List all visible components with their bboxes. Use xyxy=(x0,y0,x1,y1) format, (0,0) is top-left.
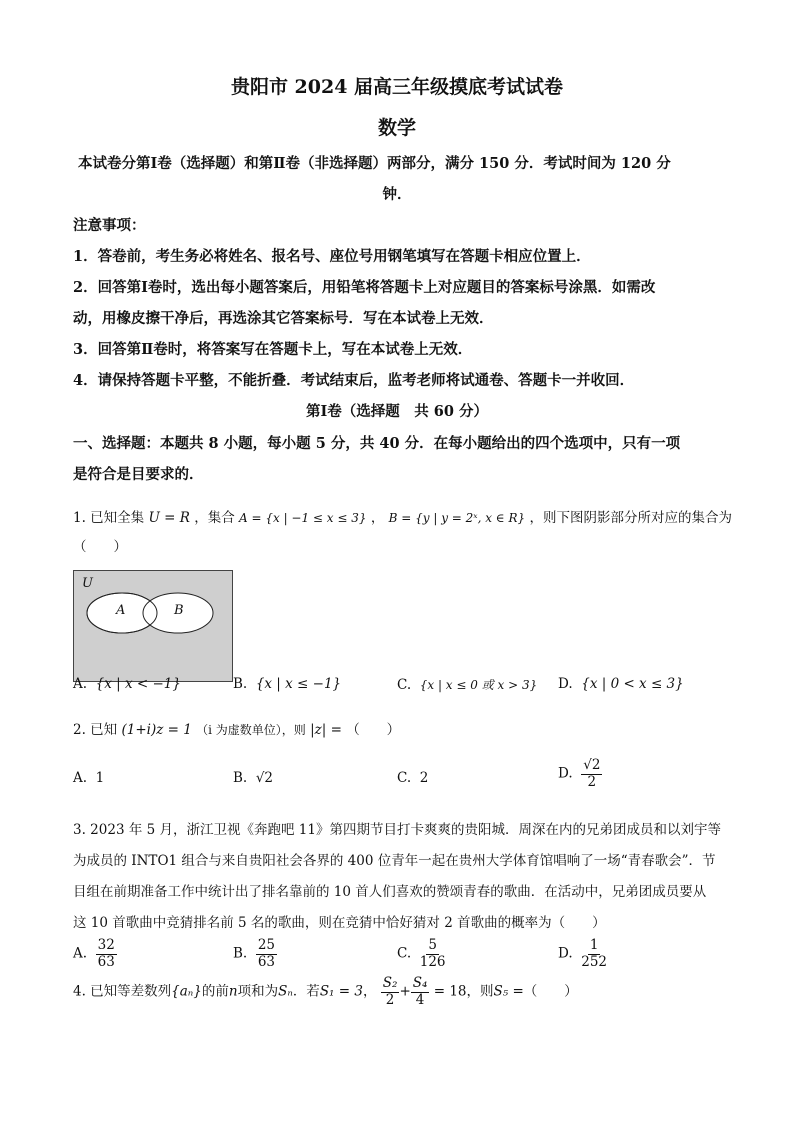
q4-equals-18: = 18 xyxy=(433,983,467,1000)
notice-item-2-line-2: 动，用橡皮擦干净后，再选涂其它答案标号．写在本试卷上无效． xyxy=(73,310,494,327)
option-letter: D. xyxy=(558,676,573,692)
option-letter: A. xyxy=(73,945,88,962)
option-text: {x | x ≤ 0 或 x > 3} xyxy=(419,678,538,692)
q1-number: 1. 已知全集 xyxy=(73,510,145,526)
q4-fraction-1 xyxy=(381,976,400,1008)
option-text: {x | x < −1} xyxy=(95,676,181,692)
q4-comma: ， xyxy=(362,983,377,1000)
section-instructions-line-1: 一、选择题：本题共 8 小题，每小题 5 分，共 40 分．在每小题给出的四个选项中，只有一项 xyxy=(73,435,681,452)
q1-option-d[interactable] xyxy=(558,676,684,692)
notice-heading: 注意事项： xyxy=(73,217,146,234)
question-3-line-3: 目组在前期准备工作中统计出了排名靠前的 10 首人们喜欢的赞颂青春的歌曲．在活动中，兄弟团成员要从 xyxy=(73,884,707,900)
option-letter: C. xyxy=(397,677,412,693)
fraction-numerator: √2 xyxy=(583,757,601,773)
q4-s1: S₁ = 3 xyxy=(319,983,363,1000)
fraction-denominator: 63 xyxy=(97,953,115,970)
q4-prefix: 4. 已知等差数列 xyxy=(73,983,172,1000)
q2-option-c[interactable] xyxy=(397,770,428,786)
option-fraction xyxy=(581,938,607,970)
q1-answer-blank: （ ） xyxy=(73,539,127,555)
q1-option-a[interactable] xyxy=(73,676,181,692)
option-text: 2 xyxy=(419,770,429,786)
q3-option-d[interactable] xyxy=(558,938,607,970)
q4-text: ，则 xyxy=(466,983,494,1000)
q4-sequence: {aₙ} xyxy=(171,983,202,1000)
venn-label-a: A xyxy=(116,603,126,618)
section-instructions-line-2: 是符合是目要求的． xyxy=(73,466,204,483)
option-letter: C. xyxy=(397,770,412,786)
question-4-stem xyxy=(73,976,578,1008)
subject-title: 数学 xyxy=(377,117,416,139)
notice-item-1: 1．答卷前，考生务必将姓名、报名号、座位号用钢笔填写在答题卡相应位置上． xyxy=(73,248,591,265)
q4-plus: + xyxy=(399,983,411,1000)
q4-sn: Sₙ xyxy=(278,983,293,1000)
fraction-numerator: 1 xyxy=(589,937,599,953)
fraction-numerator: 32 xyxy=(97,937,115,953)
q4-text: 项和为 xyxy=(237,983,279,1000)
option-letter: D. xyxy=(558,765,573,782)
option-letter: C. xyxy=(397,945,412,962)
q1-option-c[interactable] xyxy=(397,676,537,693)
q1-universe: U = R xyxy=(148,510,190,526)
q4-fraction-2 xyxy=(411,976,430,1008)
question-1-stem xyxy=(73,506,732,526)
question-3-line-4: 这 10 首歌曲中竞猜排名前 5 名的歌曲，则在竞猜中恰好猜对 2 首歌曲的概率为（ ） xyxy=(73,915,606,931)
option-letter: B. xyxy=(233,945,248,962)
fraction-numerator: S₂ xyxy=(382,975,398,991)
venn-svg xyxy=(74,571,232,681)
q2-middle: （i 为虚数单位），则 xyxy=(196,723,306,737)
q1-set-a: A = {x | −1 ≤ x ≤ 3} xyxy=(239,511,367,525)
option-letter: A. xyxy=(73,770,88,786)
q4-text: 的前 xyxy=(201,983,229,1000)
q2-option-b[interactable] xyxy=(233,770,273,786)
option-text: {x | 0 < x ≤ 3} xyxy=(581,676,684,692)
q2-option-a[interactable] xyxy=(73,770,104,786)
q1-set-word: ，集合 xyxy=(194,510,235,526)
question-2-stem xyxy=(73,718,400,738)
fraction-denominator: 2 xyxy=(587,773,597,790)
q1-tail: ，则下图阴影部分所对应的集合为 xyxy=(529,510,732,526)
q4-n: n xyxy=(228,983,238,1000)
q1-comma: ， xyxy=(370,510,385,526)
question-3-line-1: 3. 2023 年 5 月，浙江卫视《奔跑吧 11》第四期节目打卡爽爽的贵阳城．周深在内的兄弟团成员和以刘宇等 xyxy=(73,822,721,838)
notice-item-2-line-1: 2．回答第Ⅰ卷时，选出每小题答案后，用铅笔将答题卡上对应题目的答案标号涂黑．如需改 xyxy=(73,279,656,296)
fraction-numerator: 5 xyxy=(428,937,437,953)
option-text: {x | x ≤ −1} xyxy=(255,676,342,692)
q3-option-a[interactable] xyxy=(73,938,117,970)
option-letter: B. xyxy=(233,676,248,692)
q4-text: ．若 xyxy=(292,983,320,1000)
fraction-numerator: S₄ xyxy=(412,975,428,991)
option-text: √2 xyxy=(255,770,274,786)
option-fraction xyxy=(420,938,446,970)
notice-item-4: 4．请保持答题卡平整，不能折叠．考试结束后，监考老师将试通卷、答题卡一并收回． xyxy=(73,372,635,389)
intro-line-2: 钟． xyxy=(382,186,412,203)
fraction-denominator: 2 xyxy=(385,991,395,1008)
option-letter: B. xyxy=(233,770,248,786)
fraction-denominator: 126 xyxy=(419,953,446,970)
option-fraction xyxy=(256,938,277,970)
q4-blank: （ ） xyxy=(523,983,578,1000)
q2-prefix: 2. 已知 xyxy=(73,722,118,738)
intro-line-1: 本试卷分第Ⅰ卷（选择题）和第Ⅱ卷（非选择题）两部分，满分 150 分．考试时间为 120 分 xyxy=(78,155,671,172)
option-letter: D. xyxy=(558,945,573,962)
fraction-denominator: 4 xyxy=(415,991,425,1008)
venn-label-u: U xyxy=(82,576,93,591)
part1-heading: 第Ⅰ卷（选择题 共 60 分） xyxy=(305,403,489,420)
q2-equation: (1+i)z = 1 xyxy=(121,722,192,738)
option-text: 1 xyxy=(95,770,105,786)
q2-blank: （ ） xyxy=(346,722,401,738)
fraction-denominator: 63 xyxy=(257,953,275,970)
option-letter: A. xyxy=(73,676,88,692)
question-3-line-2: 为成员的 INTO1 组合与来自贵阳社会各界的 400 位青年一起在贵州大学体育馆唱响了一场“青春歌会”．节 xyxy=(73,853,716,869)
exam-title: 贵阳市 2024 届高三年级摸底考试试卷 xyxy=(230,76,564,98)
fraction-denominator: 252 xyxy=(581,953,608,970)
notice-item-3: 3．回答第Ⅱ卷时，将答案写在答题卡上，写在本试卷上无效． xyxy=(73,341,473,358)
q3-option-b[interactable] xyxy=(233,938,277,970)
q4-s5: S₅ = xyxy=(493,983,524,1000)
q3-option-c[interactable] xyxy=(397,938,446,970)
q1-option-b[interactable] xyxy=(233,676,341,692)
venn-label-b: B xyxy=(174,603,184,618)
q2-option-d[interactable] xyxy=(558,758,602,790)
option-fraction xyxy=(96,938,117,970)
q1-set-b: B = {y | y = 2ˣ, x ∈ R} xyxy=(388,511,526,525)
q2-abs: |z| = xyxy=(310,722,342,738)
fraction-numerator: 25 xyxy=(257,937,275,953)
venn-diagram xyxy=(73,570,233,682)
option-fraction xyxy=(581,758,602,790)
